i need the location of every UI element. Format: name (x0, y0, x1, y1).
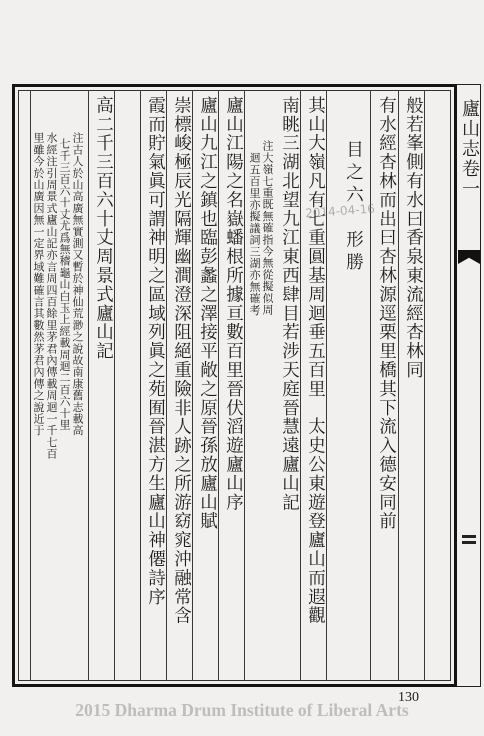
column-rule (88, 90, 89, 681)
text-column-8: 廬山江陽之名嶽蟠根所據亘數百里晉伏滔遊廬山序 (223, 96, 244, 512)
section-heading: 目之六 形勝 (343, 140, 364, 275)
text-column-5: 南眺三湖北望九江東西肆目若涉天庭晉慧遠廬山記 (279, 96, 300, 512)
column-rule (326, 90, 327, 681)
fold-mark (462, 535, 476, 538)
column-rule (166, 90, 167, 681)
spine-title: 廬山志卷一 (459, 99, 480, 199)
note-column-5: 水經注引周景式廬山記亦言周四百餘里茅君內傳載周迴一千七百 (45, 132, 58, 460)
column-rule (300, 90, 301, 681)
inline-watermark: 2014-04-16 (304, 201, 376, 221)
note-column-4: 七千三百六十丈尤爲無稽龜山白玉上經載周迴二百六十里 (58, 138, 71, 431)
page-number: 130 (398, 690, 419, 705)
text-column-12: 高二千三百六十丈周景式廬山記 (93, 96, 114, 361)
column-rule (192, 90, 193, 681)
text-column-4: 其山大嶺凡有七重圓基周迴垂五百里 太史公東遊登廬山而遐觀 (305, 96, 326, 626)
column-rule (114, 90, 115, 681)
column-rule (30, 90, 31, 681)
column-rule (140, 90, 141, 681)
note-column-1: 注大嶺七重既無確指今無從擬似周 (261, 140, 274, 316)
book-spine (457, 84, 481, 687)
column-rule (424, 90, 425, 681)
column-rule (398, 90, 399, 681)
text-column-1: 般若峯側有水曰香泉東流經杏林同 (403, 96, 424, 380)
note-column-2: 迴五百里亦擬議詞三湖亦無確考 (248, 152, 261, 316)
text-column-11: 霞而貯氣眞可謂神明之區域列眞之苑囿晉湛方生廬山神僊詩序 (145, 96, 166, 607)
text-column-2: 有水經杏林而出曰杏林源逕栗里橋其下流入德安同前 (376, 96, 397, 531)
column-rule (370, 90, 371, 681)
text-column-10: 崇標峻極辰光隔輝幽澗澄深阻絕重險非人跡之所游窈窕沖融常含 (171, 96, 192, 626)
footer-watermark: 2015 Dharma Drum Institute of Liberal Arts (75, 700, 409, 720)
text-column-9: 廬山九江之鎮也臨彭蠡之澤接平敞之原晉孫放廬山賦 (197, 96, 218, 531)
note-column-3: 注古人於山高廣無實測又暫於神仙荒渺之說故南康舊志載高 (71, 132, 84, 437)
column-rule (218, 90, 219, 681)
note-column-6: 里雖今於山廣因無一定界域難確言其數然茅君內傳之說近于 (32, 132, 45, 437)
column-rule (244, 90, 245, 681)
